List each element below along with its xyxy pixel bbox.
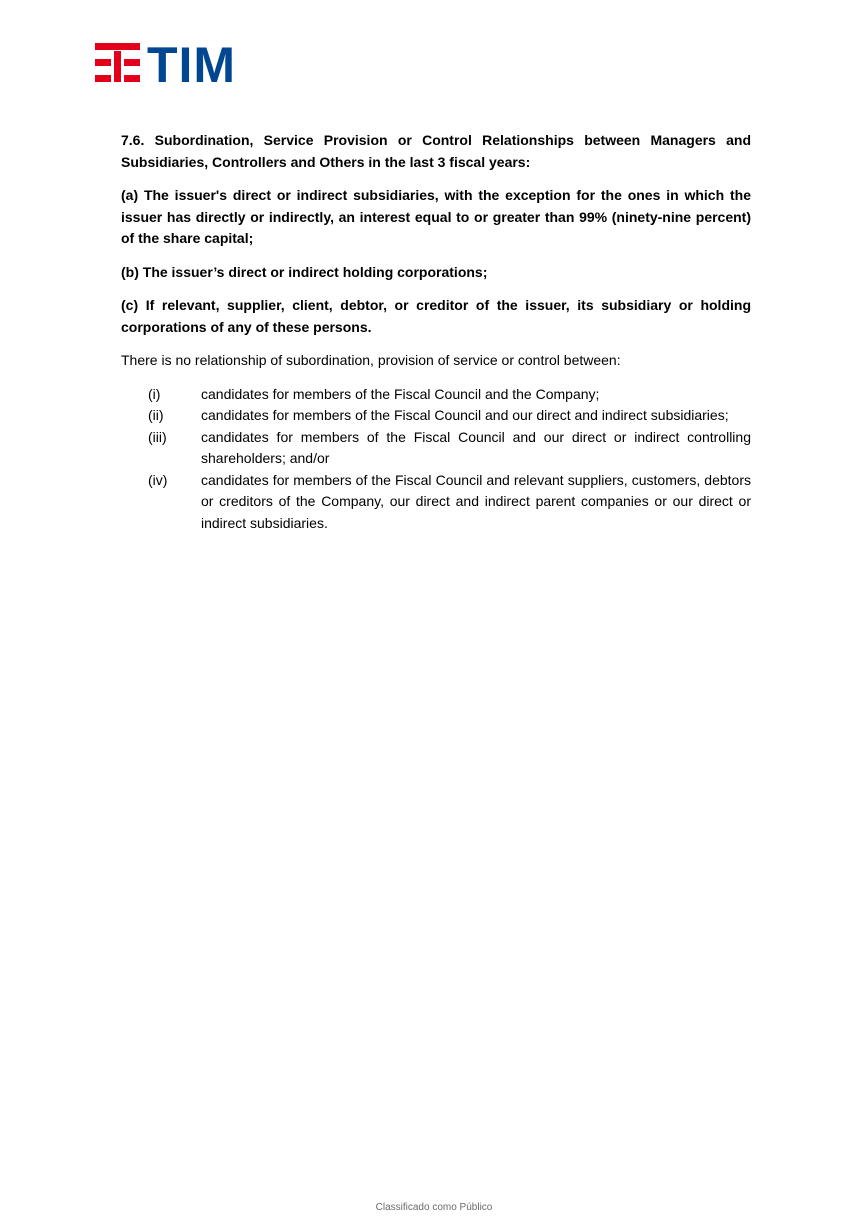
- paragraph-c: (c) If relevant, supplier, client, debtor, or creditor of the issuer, its subsidiary or holding corporations of any of these persons.: [121, 297, 751, 335]
- list-item-text: candidates for members of the Fiscal Council and relevant suppliers, customers, debtors or creditors of the Company, our direct and indirect parent companies or our direct or indirect subsidiaries.: [201, 471, 751, 531]
- list-item-number: (ii): [148, 407, 164, 423]
- relationship-list: [121, 384, 751, 535]
- list-item-number: (iii): [148, 428, 167, 445]
- list-item: [121, 427, 751, 470]
- section-heading: 7.6. Subordination, Service Provision or Control Relationships between Managers and Subsidiaries, Controllers and Others in the last 3 fiscal years:: [121, 132, 751, 170]
- list-item: [121, 405, 751, 427]
- logo-text: TIM: [147, 43, 237, 83]
- intro-paragraph: There is no relationship of subordination, provision of service or control between:: [121, 352, 621, 368]
- tim-logo: [95, 43, 241, 83]
- document-body: [121, 130, 751, 534]
- list-item: [121, 470, 751, 535]
- paragraph-b: (b) The issuer’s direct or indirect holding corporations;: [121, 263, 488, 280]
- list-item-text: candidates for members of the Fiscal Council and our direct or indirect controlling shareholders; and/or: [201, 428, 751, 466]
- paragraph-a: (a) The issuer's direct or indirect subsidiaries, with the exception for the ones in which the issuer has directly or indirectly, an interest equal to or greater than 99% (ninety-nine percent) of the share capital;: [121, 187, 751, 246]
- list-item-number: (i): [148, 385, 161, 402]
- list-item-number: (iv): [148, 471, 168, 488]
- list-item-text: candidates for members of the Fiscal Council and the Company;: [201, 385, 600, 402]
- tim-logo-mark: [95, 43, 241, 83]
- list-item: [121, 384, 751, 406]
- classification-footer: Classificado como Público: [375, 1202, 493, 1213]
- list-item-text: candidates for members of the Fiscal Council and our direct and indirect subsidiaries;: [201, 407, 729, 423]
